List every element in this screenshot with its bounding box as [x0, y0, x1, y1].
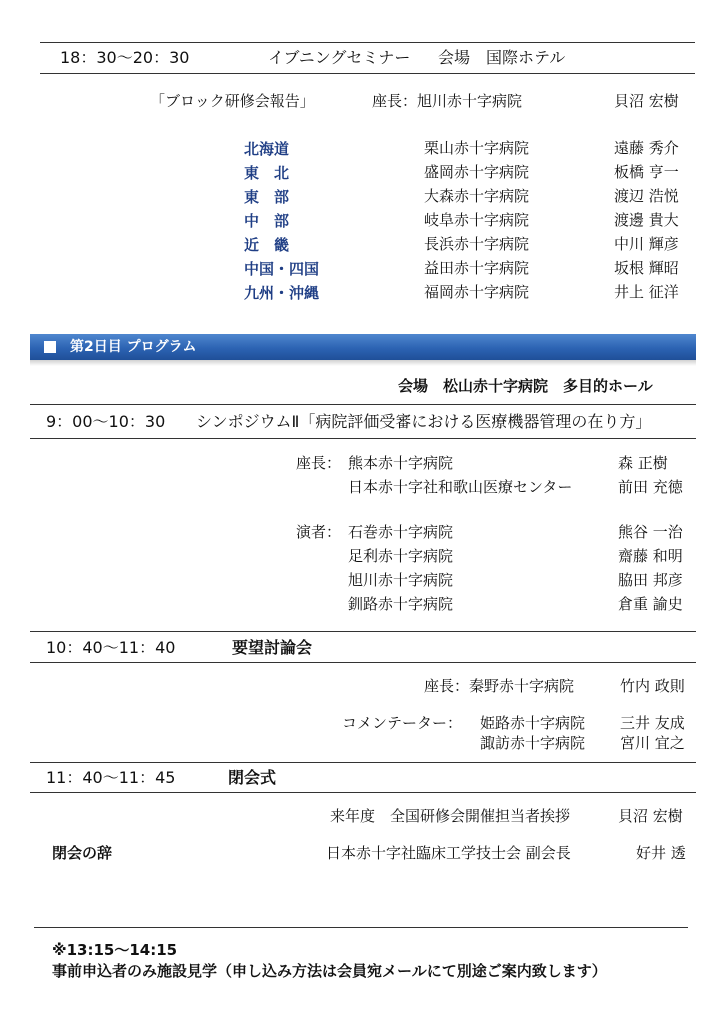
- report-hospital: 盛岡赤十字病院: [424, 163, 530, 181]
- discussion-title: 要望討論会: [232, 638, 313, 657]
- report-region: 東 北: [244, 164, 290, 182]
- report-name: 渡邊 貴大: [614, 211, 679, 229]
- discussion-chair: 座長：秦野赤十字病院: [424, 677, 575, 695]
- greeting-text: 来年度 全国研修会開催担当者挨拶: [330, 807, 571, 825]
- discussion-time: 10：40～11：40: [46, 638, 176, 657]
- commentator-hospital: 諏訪赤十字病院: [480, 734, 586, 752]
- report-region: 九州・沖縄: [244, 284, 320, 302]
- discussion-chair-name: 竹内 政則: [620, 677, 685, 695]
- greeting-name: 貝沼 宏樹: [618, 807, 683, 825]
- report-name: 坂根 輝昭: [614, 259, 679, 277]
- report-hospital: 長浜赤十字病院: [424, 235, 530, 253]
- divider: [30, 792, 696, 793]
- speaker-hospital: 石巻赤十字病院: [348, 523, 454, 541]
- chair-hospital: 日本赤十字社和歌山医療センター: [348, 478, 573, 496]
- symposium-title: シンポジウムⅡ「病院評価受審における医療機器管理の在り方」: [196, 412, 652, 431]
- day2-banner: [30, 334, 696, 360]
- commentator-name: 三井 友成: [620, 714, 685, 732]
- speaker-name: 倉重 諭史: [618, 595, 683, 613]
- chair-name: 森 正樹: [618, 454, 668, 472]
- evening-time: 18：30～20：30: [60, 48, 190, 67]
- chair-name: 前田 充徳: [618, 478, 683, 496]
- note-text: 事前申込者のみ施設見学（申し込み方法は会員宛メールにて別途ご案内致します）: [52, 962, 607, 980]
- report-name: 遠藤 秀介: [614, 139, 679, 157]
- session-chair-name: 貝沼 宏樹: [614, 92, 679, 110]
- square-bullet-icon: [44, 341, 56, 353]
- report-region: 東 部: [244, 188, 290, 206]
- chair-hospital: 熊本赤十字病院: [348, 454, 454, 472]
- speakers-label: 演者：: [296, 523, 342, 541]
- report-hospital: 福岡赤十字病院: [424, 283, 530, 301]
- speaker-hospital: 足利赤十字病院: [348, 547, 454, 565]
- speaker-name: 熊谷 一治: [618, 523, 683, 541]
- speaker-name: 齋藤 和明: [618, 547, 683, 565]
- report-region: 近 畿: [244, 236, 290, 254]
- report-name: 中川 輝彦: [614, 235, 679, 253]
- session-chair: 座長：旭川赤十字病院: [372, 92, 523, 110]
- report-name: 渡辺 浩悦: [614, 187, 679, 205]
- report-region: 中 部: [244, 212, 290, 230]
- report-hospital: 益田赤十字病院: [424, 259, 530, 277]
- divider: [30, 438, 696, 439]
- report-hospital: 栗山赤十字病院: [424, 139, 530, 157]
- report-name: 板橋 亨一: [614, 163, 679, 181]
- symposium-time: 9：00～10：30: [46, 412, 166, 431]
- commentator-name: 宮川 宜之: [620, 734, 685, 752]
- divider: [34, 927, 688, 928]
- report-region: 北海道: [244, 140, 290, 158]
- closing-speech-name: 好井 透: [636, 844, 686, 862]
- closing-time: 11：40～11：45: [46, 768, 176, 787]
- note-time: ※13:15～14:15: [52, 941, 178, 959]
- banner-title: 第2日目 プログラム: [70, 339, 197, 355]
- divider: [30, 662, 696, 663]
- commentator-hospital: 姫路赤十字病院: [480, 714, 586, 732]
- divider: [40, 42, 695, 43]
- evening-venue: 会場 国際ホテル: [438, 48, 566, 67]
- divider: [30, 762, 696, 763]
- commentator-label: コメンテーター：: [342, 714, 463, 732]
- closing-speech-label: 閉会の辞: [52, 844, 113, 862]
- report-hospital: 岐阜赤十字病院: [424, 211, 530, 229]
- report-hospital: 大森赤十字病院: [424, 187, 530, 205]
- speaker-hospital: 釧路赤十字病院: [348, 595, 454, 613]
- day2-venue: 会場 松山赤十字病院 多目的ホール: [398, 377, 653, 395]
- chairs-label: 座長：: [296, 454, 342, 472]
- evening-title: イブニングセミナー: [268, 48, 411, 67]
- report-region: 中国・四国: [244, 260, 320, 278]
- speaker-hospital: 旭川赤十字病院: [348, 571, 454, 589]
- banner-shadow: [30, 360, 696, 366]
- report-name: 井上 征洋: [614, 283, 679, 301]
- speaker-name: 脇田 邦彦: [618, 571, 683, 589]
- session-title: 「ブロック研修会報告」: [150, 92, 315, 110]
- divider: [30, 631, 696, 632]
- divider: [40, 73, 695, 74]
- divider: [30, 404, 696, 405]
- closing-title: 閉会式: [228, 768, 277, 787]
- closing-speech-role: 日本赤十字社臨床工学技士会 副会長: [326, 844, 571, 862]
